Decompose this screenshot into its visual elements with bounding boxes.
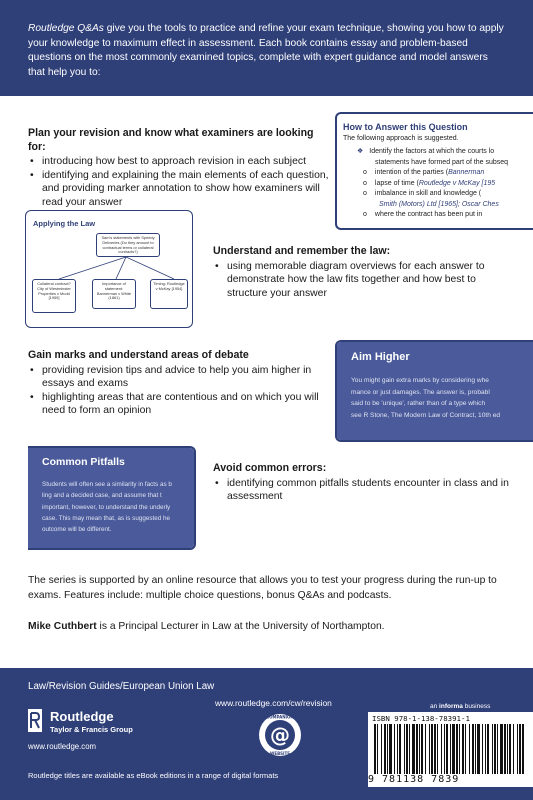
list-item: • introducing how best to approach revision in each subject bbox=[28, 155, 333, 169]
box-title: Aim Higher bbox=[337, 342, 533, 373]
bullet-list bbox=[28, 364, 333, 418]
section-heading: Avoid common errors: bbox=[213, 462, 327, 474]
companion-bottom-label: WEBSITE bbox=[269, 751, 291, 756]
bullet-list bbox=[213, 260, 513, 301]
brand-name: Routledge bbox=[50, 709, 114, 724]
box-intro: The following approach is suggested. bbox=[343, 134, 459, 142]
bullet-list bbox=[213, 477, 513, 504]
series-category: Law/Revision Guides/European Union Law bbox=[28, 681, 215, 692]
box-line: ❖ Identify the factors at which the courts lo bbox=[357, 148, 495, 155]
box-subitem: o intention of the parties (Bannerman bbox=[363, 169, 485, 176]
list-item: • using memorable diagram overviews for each answer to demonstrate how the law fits together and how best to structure your answer bbox=[213, 260, 513, 301]
diagram-node: Timing: Routledge v McKay [1954] bbox=[150, 279, 188, 309]
box-title: How to Answer this Question bbox=[343, 122, 468, 132]
section-heading: Understand and remember the law: bbox=[213, 245, 391, 257]
bullet-list bbox=[28, 155, 333, 209]
author-paragraph bbox=[28, 620, 508, 635]
diagram-node: Collateral contract? City of Westminster Properties v Mudd [1959] bbox=[32, 279, 76, 313]
barcode-number: 9 781138 7839 bbox=[368, 774, 460, 785]
section-heading: Gain marks and understand areas of debate bbox=[28, 349, 249, 361]
list-item: • providing revision tips and advice to help you aim higher in essays and exams bbox=[28, 364, 333, 391]
ebook-note: Routledge titles are available as eBook editions in a range of digital formats bbox=[28, 771, 279, 780]
aim-higher-box bbox=[335, 340, 533, 442]
list-item: • highlighting areas that are contentious and on which you will need to form an opinion bbox=[28, 391, 333, 418]
author-name: Mike Cuthbert bbox=[28, 621, 97, 632]
box-subitem: o lapse of time (Routledge v McKay [195 bbox=[363, 179, 496, 187]
section-heading: Plan your revision and know what examiners are looking for: bbox=[28, 127, 314, 153]
svg-text:@: @ bbox=[270, 723, 290, 747]
list-item: • identifying common pitfalls students encounter in class and in assessment bbox=[213, 477, 513, 504]
box-line: statements have formed part of the subseq bbox=[375, 158, 509, 166]
online-resource-paragraph: The series is supported by an online resource that allows you to test your progress during the run-up to exams. Features include: multiple choice questions, bonus Q&As and podcasts. bbox=[28, 575, 497, 601]
brand-subtitle: Taylor & Francis Group bbox=[50, 725, 133, 734]
list-item: • identifying and explaining the main elements of each question, and providing marker annotation to show how examiners will read your answer bbox=[28, 169, 333, 210]
intro-band bbox=[0, 0, 533, 96]
box-body: Students will often see a similarity in facts as b ling and a decided case, and assume that t important, however, to understand the underly case. This may mean that, as is suggested he outcome will be different. bbox=[28, 476, 194, 550]
isbn-label: ISBN 978-1-138-78391-1 bbox=[372, 714, 470, 723]
applying-the-law-diagram bbox=[25, 210, 193, 328]
diagram-title: Applying the Law bbox=[33, 219, 96, 228]
box-title: Common Pitfalls bbox=[28, 448, 194, 476]
box-body: You might gain extra marks by considering whe mance or just damages. The answer is, probabl said to be 'unique', rather than of a type which see R Stone, The Modern Law of Contract, 10th ed bbox=[337, 373, 533, 442]
intro-text: give you the tools to practice and refine your exam technique, showing you how to apply your knowledge to maximum effect in assessment. Each book contains essay and problem-based questions on the most commonly examined topics, complete with expert guidance and model answers that help you to: bbox=[28, 23, 504, 78]
diagram-top-node: Sam's statements with Speedy Deliveries (Do they amount to contractual terms or collateral contracts?) bbox=[96, 233, 160, 257]
common-pitfalls-box bbox=[28, 446, 196, 550]
box-subitem: o where the contract has been put in bbox=[363, 211, 483, 218]
author-text: is a Principal Lecturer in Law at the University of Northampton. bbox=[99, 621, 385, 632]
publisher-website[interactable]: www.routledge.com bbox=[28, 742, 97, 751]
companion-top-label: COMPANION bbox=[266, 714, 294, 720]
section-understand-law bbox=[213, 245, 513, 300]
section-avoid-errors bbox=[213, 462, 513, 504]
informa-tagline: an informa business bbox=[430, 703, 491, 710]
companion-url[interactable]: www.routledge.com/cw/revision bbox=[215, 698, 332, 708]
section-gain-marks bbox=[28, 349, 333, 418]
box-subitem: Smith (Motors) Ltd [1965]; Oscar Ches bbox=[379, 200, 499, 208]
how-to-answer-box bbox=[335, 112, 533, 230]
box-subitem: o imbalance in skill and knowledge ( bbox=[363, 190, 482, 197]
barcode-bars bbox=[372, 724, 529, 774]
diamond-bullet-icon: ❖ bbox=[357, 148, 364, 155]
companion-website-icon bbox=[258, 713, 302, 757]
series-name: Routledge Q&As bbox=[28, 23, 104, 34]
footer-band bbox=[0, 668, 533, 800]
routledge-logo-icon bbox=[28, 709, 42, 732]
section-plan-revision bbox=[28, 127, 333, 210]
diagram-node: Importance of statement: Bannerman v White (1861) bbox=[92, 279, 136, 309]
barcode bbox=[368, 712, 533, 787]
